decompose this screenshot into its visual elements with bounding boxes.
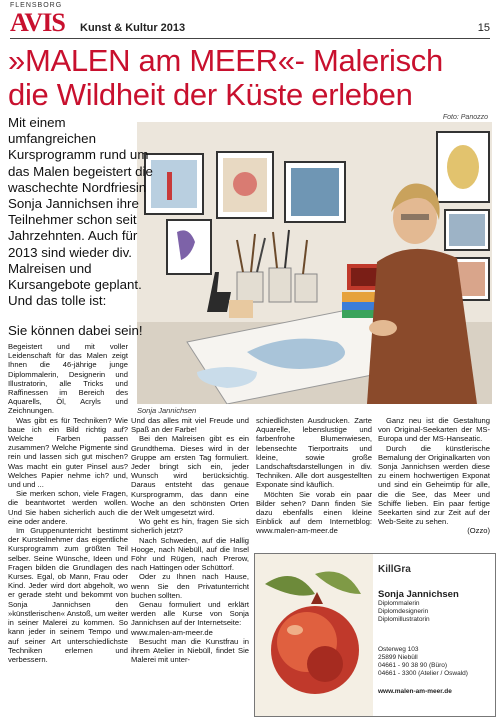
photo-credit: Foto: Panozzo: [442, 114, 488, 121]
author-signature: (Ozzo): [467, 526, 490, 536]
intro-text: Mit einem umfangreichen Kursprogramm rund um das Malen begeistert die waschechte Nordfriesin Sonja Jannichsen ihre Teilnehmer schon seit Jahrzehnten. Auch für 2013 sind wieder div. Malreisen und Kursangebote geplant. Und das tolle ist:: [8, 115, 153, 309]
paragraph: Was gibt es für Techniken? Wie baue ich ein Bild richtig auf? Welche Farben passen zusammen? Welche Pigmente sind rein und lassen sich gut mischen? Was macht ein guter Pinsel aus? Welches Papier nehme ich? und, und und ...: [8, 415, 128, 490]
logo-title: AVIS: [10, 8, 65, 37]
intro-highlight: Sie können dabei sein!: [8, 323, 143, 339]
paragraph: Nach Schweden, auf die Hallig Hooge, nach Niebüll, auf die Insel Föhr und Rügen, nach Prerow, nach Hattingen oder Schüttorf.: [131, 535, 249, 573]
ad-painting: [255, 554, 373, 716]
ad-role: Diplommalerin: [378, 600, 420, 607]
headline-line-1: »MALEN am MEER«- Malerisch: [8, 43, 443, 78]
pomegranate-painting-image: [255, 554, 373, 716]
ad-text: [378, 564, 493, 695]
header-rule: [10, 38, 490, 39]
paragraph: Durch die künstlerische Bemalung der Originalkarten von Sonja Jannichsen werden diese zu einem hochwertigen Exponat und sind ein Geheimtip für alle, die die See, das Meer und Schiffe lieben. Ein paar fertige Seekarten sind zur Zeit auf der Web-Seite zu sehen.: [378, 443, 490, 527]
ad-brand: KillGra: [378, 564, 411, 575]
paragraph: schiedlichsten Ausdrucken. Zarte Aquarelle, lebenslustige und farbenfrohe Blumenwiesen, lebensechte Tierportraits und kleine, sowie große Landschaftsdarstellungen in div. Techniken. Alle dort ausgestellten Exponate sind käuflich.: [256, 416, 372, 490]
intro-block: [8, 115, 156, 354]
paragraph: Besucht man die Kunstfrau in ihrem Atelier in Niebüll, findet Sie Malerei mit unter-: [131, 636, 249, 665]
article-photo: [137, 122, 492, 404]
section-title: Kunst & Kultur 2013: [80, 22, 186, 34]
ad-name: Sonja Jannichsen: [378, 589, 459, 600]
website-link[interactable]: www.malen-am-meer.de: [131, 627, 213, 637]
paragraph: Oder zu Ihnen nach Hause, wenn Sie den Privatunterricht buchen sollten.: [131, 572, 249, 600]
photo-caption: Sonja Jannichsen: [137, 406, 197, 415]
paragraph: Sie merken schon, viele Fragen, die beantwortet werden wollen. Und Sie haben sicherlich auch die eine oder andere.: [8, 489, 128, 526]
paragraph: Genau formuliert und erklärt werden alle Kurse von Sonja Jannichsen auf der Internetseite:: [131, 600, 249, 628]
ad-role: Diplomillustratorin: [378, 616, 430, 623]
ad-website-link[interactable]: www.malen-am-meer.de: [378, 688, 452, 695]
body-column-3: [256, 416, 372, 536]
page-number: 15: [477, 22, 490, 34]
body-column-4: [378, 416, 490, 536]
ad-address-city: 25899 Niebüll: [378, 654, 418, 661]
ad-phone-office: 04661 - 90 38 90 (Büro): [378, 662, 448, 669]
studio-photo-illustration: [137, 122, 492, 404]
advertisement: [254, 553, 496, 717]
paragraph: Begeistert und mit voller Leidenschaft für das Malen zeigt Ihnen die 46-jährige junge Diplommalerin, Designerin und Illustratorin, alle Tricks und Raffinessen im Bereich des Aquarells, Öl, Acryls und Zeichnungen.: [8, 342, 128, 416]
newspaper-logo: [10, 2, 70, 40]
headline-line-2: die Wildheit der Küste erleben: [8, 77, 413, 112]
headline: [8, 44, 496, 112]
paragraph: Ganz neu ist die Gestaltung von Original-Seekarten der MS-Europa und der MS-Hanseatic.: [378, 416, 490, 444]
body-column-2: [131, 416, 249, 664]
paragraph: Und das alles mit viel Freude und Spaß an der Farbe!: [131, 416, 249, 435]
ad-phone-atelier: 04661 - 3300 (Atelier / Oswald): [378, 670, 468, 677]
paragraph: Bei den Malreisen gibt es ein Grundthema. Dieses wird in der Gruppe am ersten Tag formuliert. Jeder bringt sich ein, jeder Wunsch wird berücksichtig. Daraus entsteht das genaue Kursprogramm, das dann eine Woche an den schönsten Orten der Welt umgesetzt wird.: [131, 434, 249, 518]
paragraph: Möchten Sie vorab ein paar Bilder sehen? Dann finden Sie dazu ebenfalls einen kleine Einblick auf dem Internetblog: www.malen-am-meer.de: [256, 489, 372, 536]
logo-subtitle: FLENSBORG: [10, 2, 63, 9]
ad-role: Diplomdesignerin: [378, 608, 429, 615]
paragraph: Wo geht es hin, fragen Sie sich sicherlich jetzt?: [131, 517, 249, 536]
body-column-1: [8, 342, 128, 664]
ad-address-street: Osterweg 103: [378, 646, 419, 653]
paragraph: Im Gruppenunterricht bestimmt der Kursteilnehmer das eigentliche Kursprogramm zum größten Teil selber. Seine Wünsche, Ideen und Fragen bilden die Grundlagen des Kurses. Egal, ob Mann, Frau oder Kind. Jeder wird dort abgeholt, wo er gerade steht und bekommt von Sonja Jannichsen den »künstlerischen« Anstoß, um weiter in seiner Malerei zu kommen. So kann jeder in seinem Tempo und auf seiner Art unterschiedlichste Techniken erlernen und verbessern.: [8, 526, 128, 664]
